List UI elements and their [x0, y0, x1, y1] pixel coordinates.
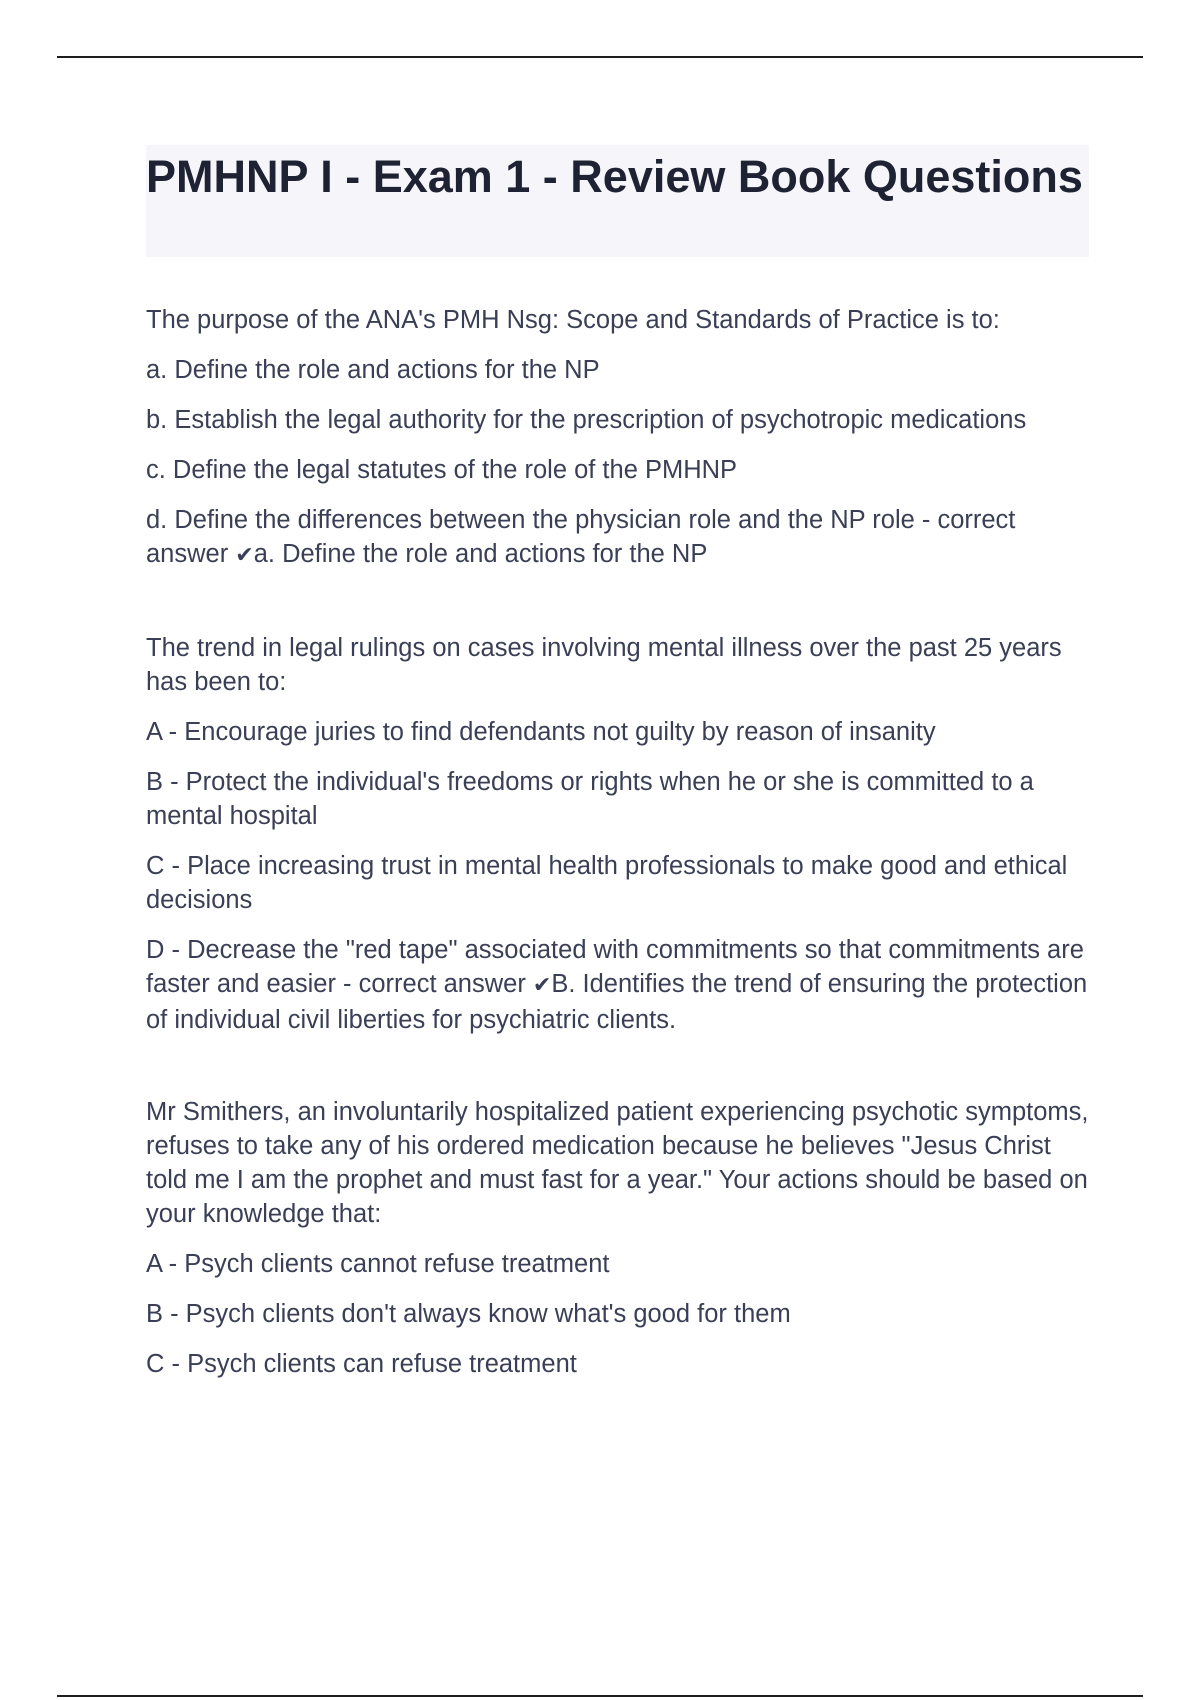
bottom-rule	[57, 1695, 1143, 1697]
question-prompt: The purpose of the ANA's PMH Nsg: Scope and Standards of Practice is to:	[146, 306, 1000, 334]
question-1	[146, 303, 1091, 573]
check-mark-icon: ✔	[235, 543, 254, 568]
answer-option: A - Psych clients cannot refuse treatment	[146, 1250, 610, 1278]
answer-option: C - Place increasing trust in mental health professionals to make good and ethical decisions	[146, 852, 1068, 914]
page-title: PMHNP I - Exam 1 - Review Book Questions	[146, 151, 1083, 202]
answer-option: B - Psych clients don't always know what's good for them	[146, 1300, 791, 1328]
answer-option-with-answer	[146, 503, 1091, 573]
answer-option: C - Psych clients can refuse treatment	[146, 1350, 577, 1378]
title-block	[146, 145, 1089, 257]
question-prompt: The trend in legal rulings on cases involving mental illness over the past 25 years has been to:	[146, 634, 1062, 696]
answer-option: a. Define the role and actions for the NP	[146, 356, 600, 384]
answer-option-with-answer	[146, 933, 1091, 1037]
top-rule	[57, 56, 1143, 58]
answer-option: D - Decrease the "red tape" associated with commitments so that commitments are faster and easier - correct answer	[146, 936, 1084, 998]
answer-option: b. Establish the legal authority for the prescription of psychotropic medications	[146, 406, 1027, 434]
check-mark-icon: ✔	[532, 973, 552, 998]
question-prompt: Mr Smithers, an involuntarily hospitalized patient experiencing psychotic symptoms, refuses to take any of his ordered medication because he believes "Jesus Christ told me I am the prophet and must fast for a year." Your actions should be based on your knowledge that:	[146, 1098, 1089, 1228]
answer-option: A - Encourage juries to find defendants not guilty by reason of insanity	[146, 718, 936, 746]
document-body	[146, 303, 1091, 1439]
answer-option: c. Define the legal statutes of the role of the PMHNP	[146, 456, 738, 484]
correct-answer: a. Define the role and actions for the NP	[253, 540, 708, 568]
question-2	[146, 631, 1091, 1037]
correct-answer: B. Identifies the trend of ensuring the protection of individual civil liberties for psychiatric clients.	[146, 970, 1088, 1034]
question-3	[146, 1095, 1091, 1381]
answer-option: d. Define the differences between the physician role and the NP role - correct answer	[146, 506, 1016, 568]
answer-option: B - Protect the individual's freedoms or rights when he or she is committed to a mental hospital	[146, 768, 1034, 830]
